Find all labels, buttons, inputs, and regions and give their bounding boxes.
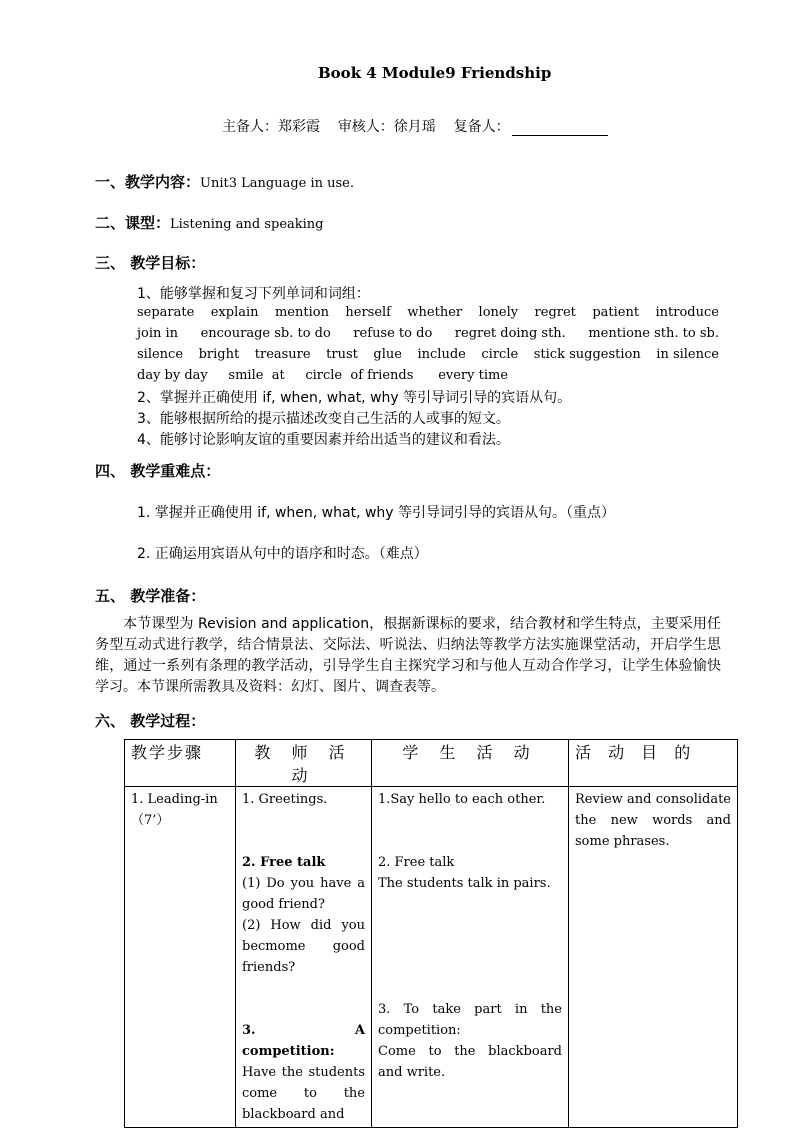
word: trust [326, 347, 358, 362]
word: explain [210, 305, 259, 320]
teacher-activity-3-text: Have the students come to the blackboard and [242, 1065, 365, 1122]
word: whether [407, 305, 463, 320]
teacher-activity-1: 1. Greetings. [242, 792, 328, 807]
objective-1: 1、能够掌握和复习下列单词和词组： [137, 286, 370, 302]
word: separate [137, 305, 195, 320]
purpose-cell [569, 787, 738, 1128]
word-row-4: day by day smile at circle of friends every time [137, 368, 509, 383]
table-header-row [125, 740, 738, 787]
word: join in [137, 326, 179, 341]
student-activity-1: 1.Say hello to each other. [378, 792, 546, 807]
reviewer: 审核人：徐月瑶 [337, 119, 436, 135]
section-process-head: 六、 教学过程： [95, 712, 206, 730]
step-time: （7’） [131, 813, 170, 828]
word: stick suggestion [533, 347, 641, 362]
word: circle [481, 347, 519, 362]
word: refuse to do [353, 326, 433, 341]
word: glue [373, 347, 402, 362]
keypoint-2: 2. 正确运用宾语从句中的语序和时态。（难点） [137, 546, 428, 562]
preparation-paragraph: 本节课型为 Revision and application，根据新课标的要求，结合教材和学生特点，主要采用任务型互动式进行教学，结合情景法、交际法、听说法、归纳法等教学方法实施课堂活动，开启学生思维，通过一系列有条理的教学活动，引导学生自主探究学习和与他人互动合作学习，让学生体验愉快学习。本节课所需教具及资料：幻灯、图片、调查表等。 [95, 616, 721, 695]
word: treasure [254, 347, 311, 362]
section-objectives-head: 三、 教学目标： [95, 254, 206, 272]
teacher-activity-3-head: 3. A competition: [242, 1023, 365, 1059]
student-activity-3-text2: Come to the blackboard and write. [378, 1044, 562, 1080]
section-content [95, 171, 354, 192]
objective-3: 3、能够根据所给的提示描述改变自己生活的人或事的短文。 [137, 411, 510, 427]
keypoint-1: 1. 掌握并正确使用 if, when, what, why 等引导词引导的宾语从句。（重点） [137, 505, 616, 521]
word: regret [534, 305, 576, 320]
main-preparer: 主备人：郑彩霞 [222, 119, 320, 135]
teacher-activity-2-head: 2. Free talk [242, 855, 326, 870]
step-name: 1. Leading-in [131, 792, 218, 807]
step-cell [125, 787, 236, 1128]
preparers-line [222, 116, 608, 136]
word: include [417, 347, 466, 362]
word-row-2 [137, 326, 719, 341]
sub-preparer-label: 复备人： [453, 119, 510, 135]
objective-4: 4、能够讨论影响友谊的重要因素并给出适当的建议和看法。 [137, 432, 510, 448]
word: mentione sth. to sb. [588, 326, 719, 341]
header-teacher: 教 师 活 动 [236, 740, 372, 787]
table-row [125, 787, 738, 1128]
student-activity-2-head: 2. Free talk [378, 855, 455, 870]
word: encourage sb. to do [200, 326, 331, 341]
word: mention [274, 305, 329, 320]
section-content-head: 一、教学内容： [95, 173, 201, 191]
header-step: 教学步骤 [125, 740, 236, 787]
word: lonely [478, 305, 519, 320]
word-row-1 [137, 305, 719, 320]
purpose-text: Review and consolidate the new words and some phrases. [575, 792, 731, 849]
teacher-cell [236, 787, 372, 1128]
student-cell [372, 787, 569, 1128]
section-preparation-head: 五、 教学准备： [95, 587, 206, 605]
word: bright [198, 347, 240, 362]
section-type [95, 212, 324, 233]
student-activity-2-text: The students talk in pairs. [378, 876, 551, 891]
word: regret doing sth. [454, 326, 566, 341]
header-student: 学 生 活 动 [372, 740, 569, 787]
teacher-activity-2-q2: (2) How did you becmome good friends? [242, 918, 365, 975]
word: silence [137, 347, 184, 362]
student-activity-3-text: 3. To take part in the competition: [378, 1002, 562, 1038]
section-keypoints-head: 四、 教学重难点： [95, 462, 221, 480]
word: in silence [656, 347, 719, 362]
process-table [124, 739, 738, 1128]
teacher-activity-2-q1: (1) Do you have a good friend? [242, 876, 365, 912]
word-row-3 [137, 347, 719, 362]
header-purpose: 活 动 目 的 [569, 740, 738, 787]
sub-preparer-blank [512, 120, 608, 136]
objective-2: 2、掌握并正确使用 if, when, what, why 等引导词引导的宾语从句。 [137, 390, 572, 406]
section-type-head: 二、课型： [95, 214, 171, 232]
section-type-value: Listening and speaking [170, 217, 324, 232]
section-content-value: Unit3 Language in use. [200, 176, 355, 191]
word: herself [345, 305, 391, 320]
word: patient [592, 305, 640, 320]
word: introduce [655, 305, 719, 320]
document-title: Book 4 Module9 Friendship [318, 64, 552, 82]
